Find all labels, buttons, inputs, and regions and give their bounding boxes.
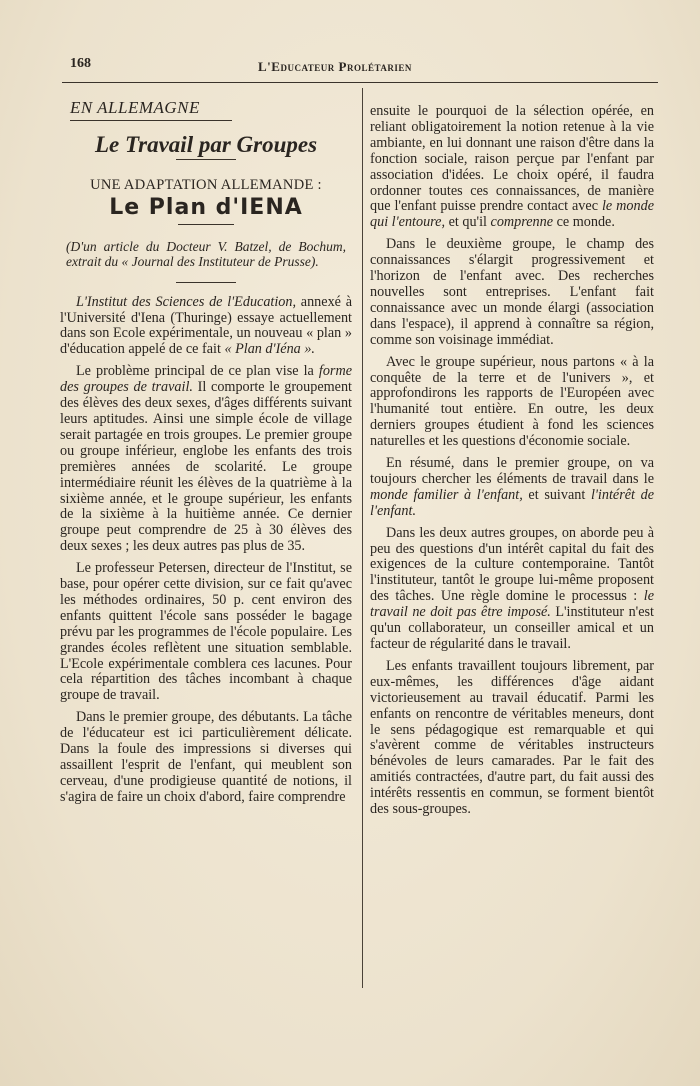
article-subtitle: UNE ADAPTATION ALLEMANDE : bbox=[90, 176, 322, 193]
paragraph bbox=[60, 295, 352, 359]
text-run: Dans le premier groupe, des débutants. La tâche de l'éducateur est ici particulièrement délicate. Dans la foule des impressions si diverses qui assaillent l'esprit de l'enfant, qui meublent son cerveau, d'une prodigieuse quantité de notions, il s'agira de faire un choix d'abord, faire comprendre bbox=[60, 709, 352, 805]
paragraph bbox=[370, 526, 654, 653]
text-run: Les enfants travaillent toujours librement, par eux-mêmes, les différences d'âge aidant victorieusement au travail éducatif. Parmi les enfants on rencontre de véritables meneurs, dont le sens pédagogique est remarquable et qui s'avèrent comme de véritables instructeurs bénévoles de leurs camarades. Par le fait des amitiés contractées, d'autre part, du fait aussi des intérêts ressentis en commun, se forment bientôt des sous-groupes. bbox=[370, 657, 654, 818]
text-run: ce monde. bbox=[553, 214, 615, 231]
text-run: Dans le deuxième groupe, le champ des connaissances s'élargit progressivement et l'horizon de l'enfant avec. Des recherches nouvelles sont entreprises. L'enfant fait connaissance avec un monde élargi (association dans l'espace), il apprend à connaître sa région, comme son voisinage immédiat. bbox=[370, 236, 654, 348]
text-run: ensuite le pourquoi de la sélection opérée, en reliant obligatoirement la notion retenue à la vie ambiante, en lui donnant une raison d'être dans la fonction sociale, raison perçue par l'enfant par association d'idées. Le choix opéré, il faudra ordonner toutes ces connaissances, de manière que l'enfant puisse prendre contact avec bbox=[370, 103, 654, 215]
text-run: annexé à l'Université d'Iena (Thuringe) essaye actuellement dans son Ecole expérimentale, un nouveau « plan » d'éducation appelé de ce fait bbox=[60, 293, 352, 358]
text-run: Dans les deux autres groupes, on aborde peu à peu des questions d'un intérêt capital du fait des exigences de la culture contemporaine. Tantôt l'instituteur, tantôt le groupe lui-même proposent des tâches. Une règle domine le processus : bbox=[370, 524, 654, 605]
subtitle-rule bbox=[178, 224, 234, 225]
italic-text: le travail ne doit pas être imposé. bbox=[370, 588, 654, 621]
article-title: Le Travail par Groupes bbox=[94, 131, 318, 157]
title-rule bbox=[176, 159, 236, 160]
text-run: Avec le groupe supérieur, nous partons « à la conquête de la terre et de l'univers », et approfondirons les rapports de l'Européen avec l'humanité tout entière. En outre, les deux derniers groupes étudient à fond les sciences naturelles et les questions d'économie sociale. bbox=[370, 353, 654, 450]
paragraph bbox=[60, 710, 352, 805]
header-rule bbox=[62, 82, 658, 83]
text-run: En résumé, dans le premier groupe, on va toujours chercher les éléments de travail dans le bbox=[370, 455, 654, 487]
text-run: Il comporte le groupement des élèves des deux sexes, d'âges différents suivant leurs aptitudes. Ainsi une simple école de village serait partagée en trois groupes. Le premier groupe ou groupe inférieur, englobe les enfants des trois premières années de scolarité. Le groupe intermédiaire réunit les élèves de la quatrième à la sixième année, et le groupe supérieur, les enfants de la sixième à la huitième année. Ce dernier groupe peut comprendre de 25 à 30 élèves des deux sexes ; les deux autres pas plus de 35. bbox=[60, 379, 353, 555]
text-run: Le problème principal de ce plan vise la bbox=[76, 363, 319, 380]
left-body bbox=[60, 295, 352, 806]
italic-text: forme des groupes de travail. bbox=[60, 363, 352, 396]
italic-text: L'Institut des Sciences de l'Education, bbox=[76, 293, 297, 310]
italic-text: « Plan d'Iéna ». bbox=[224, 341, 315, 358]
running-title: L'Educateur Prolétarien bbox=[258, 59, 412, 74]
italic-text: monde familier à l'enfant, bbox=[370, 486, 523, 503]
article-source: (D'un article du Docteur V. Batzel, de Bochum, extrait du « Journal des Instituteur de Prusse). bbox=[66, 238, 346, 270]
paragraph bbox=[370, 355, 654, 450]
source-rule bbox=[176, 282, 236, 283]
text-run: L'instituteur n'est qu'un collaborateur, un conseiller amical et un facteur de régularité dans le travail. bbox=[370, 604, 654, 652]
right-body bbox=[370, 104, 654, 818]
page-header bbox=[70, 56, 652, 78]
left-column bbox=[60, 100, 352, 812]
text-run: et suivant bbox=[522, 486, 591, 503]
column-divider bbox=[362, 88, 363, 988]
italic-text: le monde qui l'entoure, bbox=[370, 198, 654, 231]
kicker-rule bbox=[70, 120, 232, 121]
paragraph bbox=[370, 456, 654, 520]
paragraph bbox=[370, 659, 654, 818]
paragraph bbox=[370, 237, 654, 348]
article-subtitle-plan: Le Plan d'IENA bbox=[109, 194, 303, 220]
article-kicker: EN ALLEMAGNE bbox=[70, 98, 200, 117]
paragraph bbox=[370, 104, 654, 231]
paragraph bbox=[60, 561, 352, 704]
italic-text: l'intérêt de l'enfant. bbox=[370, 486, 655, 519]
text-run: Le professeur Petersen, directeur de l'Institut, se base, pour opérer cette division, sur ce fait qu'avec les méthodes ordinaires, 50 p. cent environ des enfants quittent l'école sans posséder le bagage prévu par les programmes de l'école populaire. Les grandes écoles reflètent une situation semblable. L'Ecole expérimentale comblera ces lacunes. Pour cela répartition des tâches incombant à chaque groupe de travail. bbox=[60, 560, 352, 704]
right-column bbox=[370, 104, 654, 824]
paragraph bbox=[60, 364, 352, 555]
page-number: 168 bbox=[70, 56, 91, 71]
italic-text: comprenne bbox=[490, 214, 554, 231]
text-run: et qu'il bbox=[445, 214, 491, 231]
